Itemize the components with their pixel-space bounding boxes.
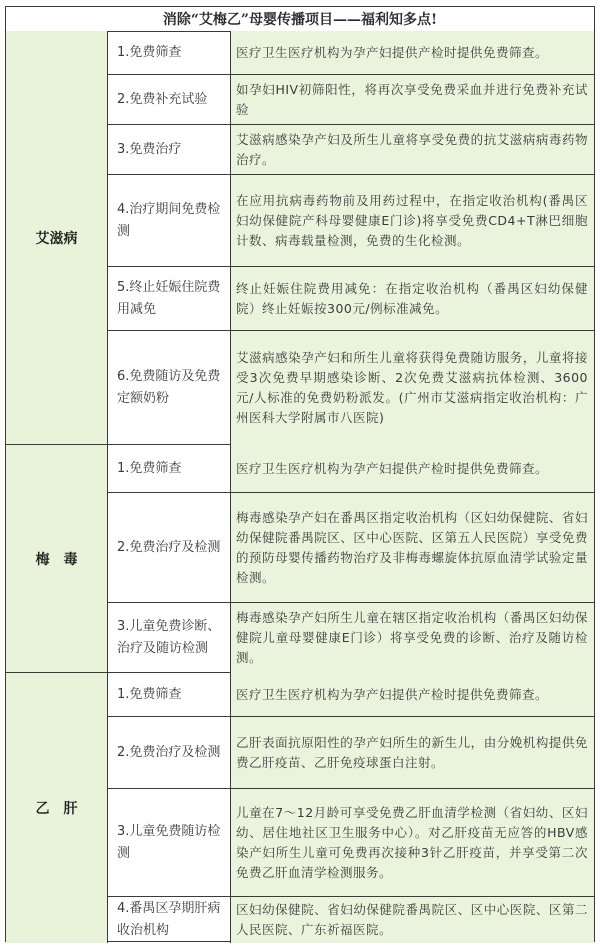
item-label: 3.儿童免费随访检测 [108, 789, 231, 896]
table-row [108, 267, 594, 331]
group-aids [6, 31, 594, 445]
item-description: 在应用抗病毒药物前及用药过程中，在指定收治机构(番禺区妇幼保健院产科母婴健康E门诊)将享受免费CD4+T淋巴细胞计数、病毒载量检测，免费的生化检测。 [231, 175, 594, 266]
table-row [108, 75, 594, 125]
item-label: 4.治疗期间免费检测 [108, 175, 231, 266]
item-label: 1.免费筛查 [108, 673, 231, 716]
item-description: 医疗卫生医疗机构为孕产妇提供产检时提供免费筛查。 [231, 445, 594, 492]
table-row [108, 603, 594, 673]
table-title: 消除“艾梅乙”母婴传播项目——福利知多点! [6, 7, 594, 32]
item-label: 3.儿童免费诊断、治疗及随访检测 [108, 603, 231, 673]
category-label: 梅 毒 [6, 445, 108, 672]
item-label: 1.免费筛查 [108, 445, 231, 492]
table-row [108, 31, 594, 75]
table-row [108, 125, 594, 175]
item-label: 6.免费随访及免费定额奶粉 [108, 331, 231, 445]
item-description: 艾滋病感染孕产妇及所生儿童将享受免费的抗艾滋病病毒药物治疗。 [231, 125, 594, 174]
group-hepatitis-b [6, 673, 594, 943]
table-row [108, 493, 594, 603]
table-body [6, 31, 594, 941]
item-label: 5.终止妊娠住院费用减免 [108, 267, 231, 330]
item-description: 医疗卫生医疗机构为孕产妇提供产检时提供免费筛查。 [231, 31, 594, 74]
welfare-table [5, 6, 595, 942]
table-row [108, 673, 594, 717]
group-syphilis [6, 445, 594, 673]
table-row [108, 789, 594, 897]
table-row [108, 175, 594, 267]
table-row [108, 717, 594, 789]
item-description: 梅毒感染孕产妇在番禺区指定收治机构（区妇幼保健院、省妇幼保健院番禺院区、区中心医院、区第五人民医院）享受免费的预防母婴传播药物治疗及非梅毒螺旋体抗原血清学试验定量检测。 [231, 493, 594, 602]
table-row [108, 331, 594, 445]
item-description: 如孕妇HIV初筛阳性，将再次享受免费采血并进行免费补充试验 [231, 75, 594, 124]
table-row [108, 445, 594, 493]
table-row [108, 897, 594, 943]
item-label: 2.免费补充试验 [108, 75, 231, 124]
item-description: 艾滋病感染孕产妇和所生儿童将获得免费随访服务，儿童将接受3次免费早期感染诊断、2次免费艾滋病抗体检测、3600元/人标准的免费奶粉派发。(广州市艾滋病指定收治机构：广州医科大学附属市八医院) [231, 331, 594, 445]
category-label: 艾滋病 [6, 31, 108, 444]
category-label: 乙 肝 [6, 673, 108, 943]
item-label: 4.番禺区孕期肝病收治机构 [108, 897, 231, 943]
item-description: 区妇幼保健院、省妇幼保健院番禺院区、区中心医院、区第二人民医院、广东祈福医院。 [231, 897, 594, 943]
item-description: 终止妊娠住院费用减免：在指定收治机构（番禺区妇幼保健院）终止妊娠按300元/例标准减免。 [231, 267, 594, 330]
item-label: 2.免费治疗及检测 [108, 717, 231, 788]
item-description: 儿童在7～12月龄可享受免费乙肝血清学检测（省妇幼、区妇幼、居住地社区卫生服务中心）。对乙肝疫苗无应答的HBV感染产妇所生儿童可免费再次接种3针乙肝疫苗，并享受第二次免费乙肝血清学检测服务。 [231, 789, 594, 896]
item-label: 3.免费治疗 [108, 125, 231, 174]
item-description: 梅毒感染孕产妇所生儿童在辖区指定收治机构（番禺区妇幼保健院儿童母婴健康E门诊）将享受免费的诊断、治疗及随访检测。 [231, 603, 594, 673]
item-description: 乙肝表面抗原阳性的孕产妇所生的新生儿，由分娩机构提供免费乙肝疫苗、乙肝免疫球蛋白注射。 [231, 717, 594, 788]
item-description: 医疗卫生医疗机构为孕产妇提供产检时提供免费筛查。 [231, 673, 594, 716]
item-label: 2.免费治疗及检测 [108, 493, 231, 602]
item-label: 1.免费筛查 [108, 31, 231, 74]
